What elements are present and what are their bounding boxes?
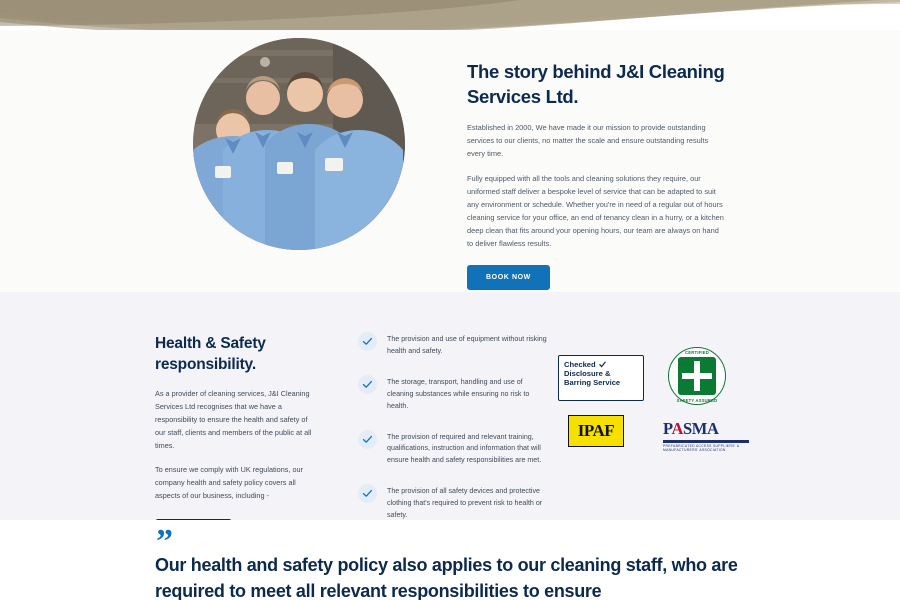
health-safety-title: Health & Safety responsibility. xyxy=(155,335,266,373)
story-paragraph-1: Established in 2000, We have made it our mission to provide outstanding services to our clients, no matter the scale and ensure outstanding results every time. xyxy=(467,123,709,159)
pasma-subtitle: PREFABRICATED ACCESS SUPPLIERS' & MANUFACTURERS' ASSOCIATION xyxy=(663,444,740,452)
health-safety-paragraph-1: As a provider of cleaning services, J&I Cleaning Services Ltd recognises that we have a responsibility to ensure the health and safety of our staff, clients and members of the public at all times. xyxy=(155,388,312,450)
pasma-logo xyxy=(663,419,751,452)
story-title: The story behind J&I Cleaning Services Ltd. xyxy=(467,61,725,107)
safe-contractor-top-text: CERTIFIED xyxy=(685,349,709,355)
dbs-line-2: Disclosure & xyxy=(564,369,611,378)
story-text-block xyxy=(467,60,727,290)
check-circle-icon xyxy=(358,332,377,351)
story-book-now-button[interactable]: BOOK NOW xyxy=(467,265,550,290)
health-safety-paragraph-2: To ensure we comply with UK regulations, our company health and safety policy covers all aspects of our business, including - xyxy=(155,464,304,500)
pasma-text-p: P xyxy=(663,419,672,438)
dbs-logo xyxy=(558,355,644,401)
list-item xyxy=(358,430,550,468)
checklist-text: The provision and use of equipment without risking health and safety. xyxy=(387,335,547,355)
team-photo xyxy=(193,38,405,250)
pasma-text-a: A xyxy=(671,419,683,438)
story-paragraph-2: Fully equipped with all the tools and cleaning solutions they require, our uniformed staff deliver a bespoke level of service that can be adapted to suit any environment or schedule. Whether you're in need of a regular out of hours cleaning service for your office, an end of tenancy clean in a hurry, or a kitchen deep clean that fits around your opening hours, our team are always on hand to deliver flawless results. xyxy=(467,174,724,248)
check-icon xyxy=(599,361,606,368)
list-item xyxy=(358,332,550,358)
check-circle-icon xyxy=(358,484,377,503)
safe-contractor-bottom-text: SAFETY ASSURED xyxy=(676,397,718,403)
check-circle-icon xyxy=(358,375,377,394)
quote-text: Our health and safety policy also applies to our cleaning staff, who are required to meet all relevant responsibilities to ensure xyxy=(155,555,738,600)
checklist-text: The provision of required and relevant training, qualifications, instruction and information that will ensure health and safety responsibilities are met. xyxy=(387,432,542,465)
health-safety-section xyxy=(0,292,900,520)
quote-mark-icon: ” xyxy=(156,523,171,560)
list-item xyxy=(358,375,550,413)
ipaf-text: IPAF xyxy=(577,421,615,440)
dbs-line-3: Barring Service xyxy=(564,378,621,388)
pasma-divider xyxy=(663,440,749,443)
quote-section xyxy=(0,520,900,600)
green-cross-icon xyxy=(678,357,716,395)
pasma-text-sma: SMA xyxy=(683,419,719,438)
health-safety-checklist xyxy=(358,332,550,539)
story-section xyxy=(0,30,900,292)
checklist-text: The storage, transport, handling and use of cleaning substances while ensuring no risk to health. xyxy=(387,377,530,410)
safe-contractor-logo xyxy=(668,347,726,405)
accreditation-logos xyxy=(558,347,758,477)
health-safety-text-block xyxy=(155,334,320,542)
ipaf-logo xyxy=(568,415,624,447)
checklist-text: The provision of all safety devices and protective clothing that's required to prevent risk to health or safety. xyxy=(387,487,543,520)
dbs-line-1: Checked xyxy=(564,360,596,369)
check-circle-icon xyxy=(358,430,377,449)
list-item xyxy=(358,484,550,522)
